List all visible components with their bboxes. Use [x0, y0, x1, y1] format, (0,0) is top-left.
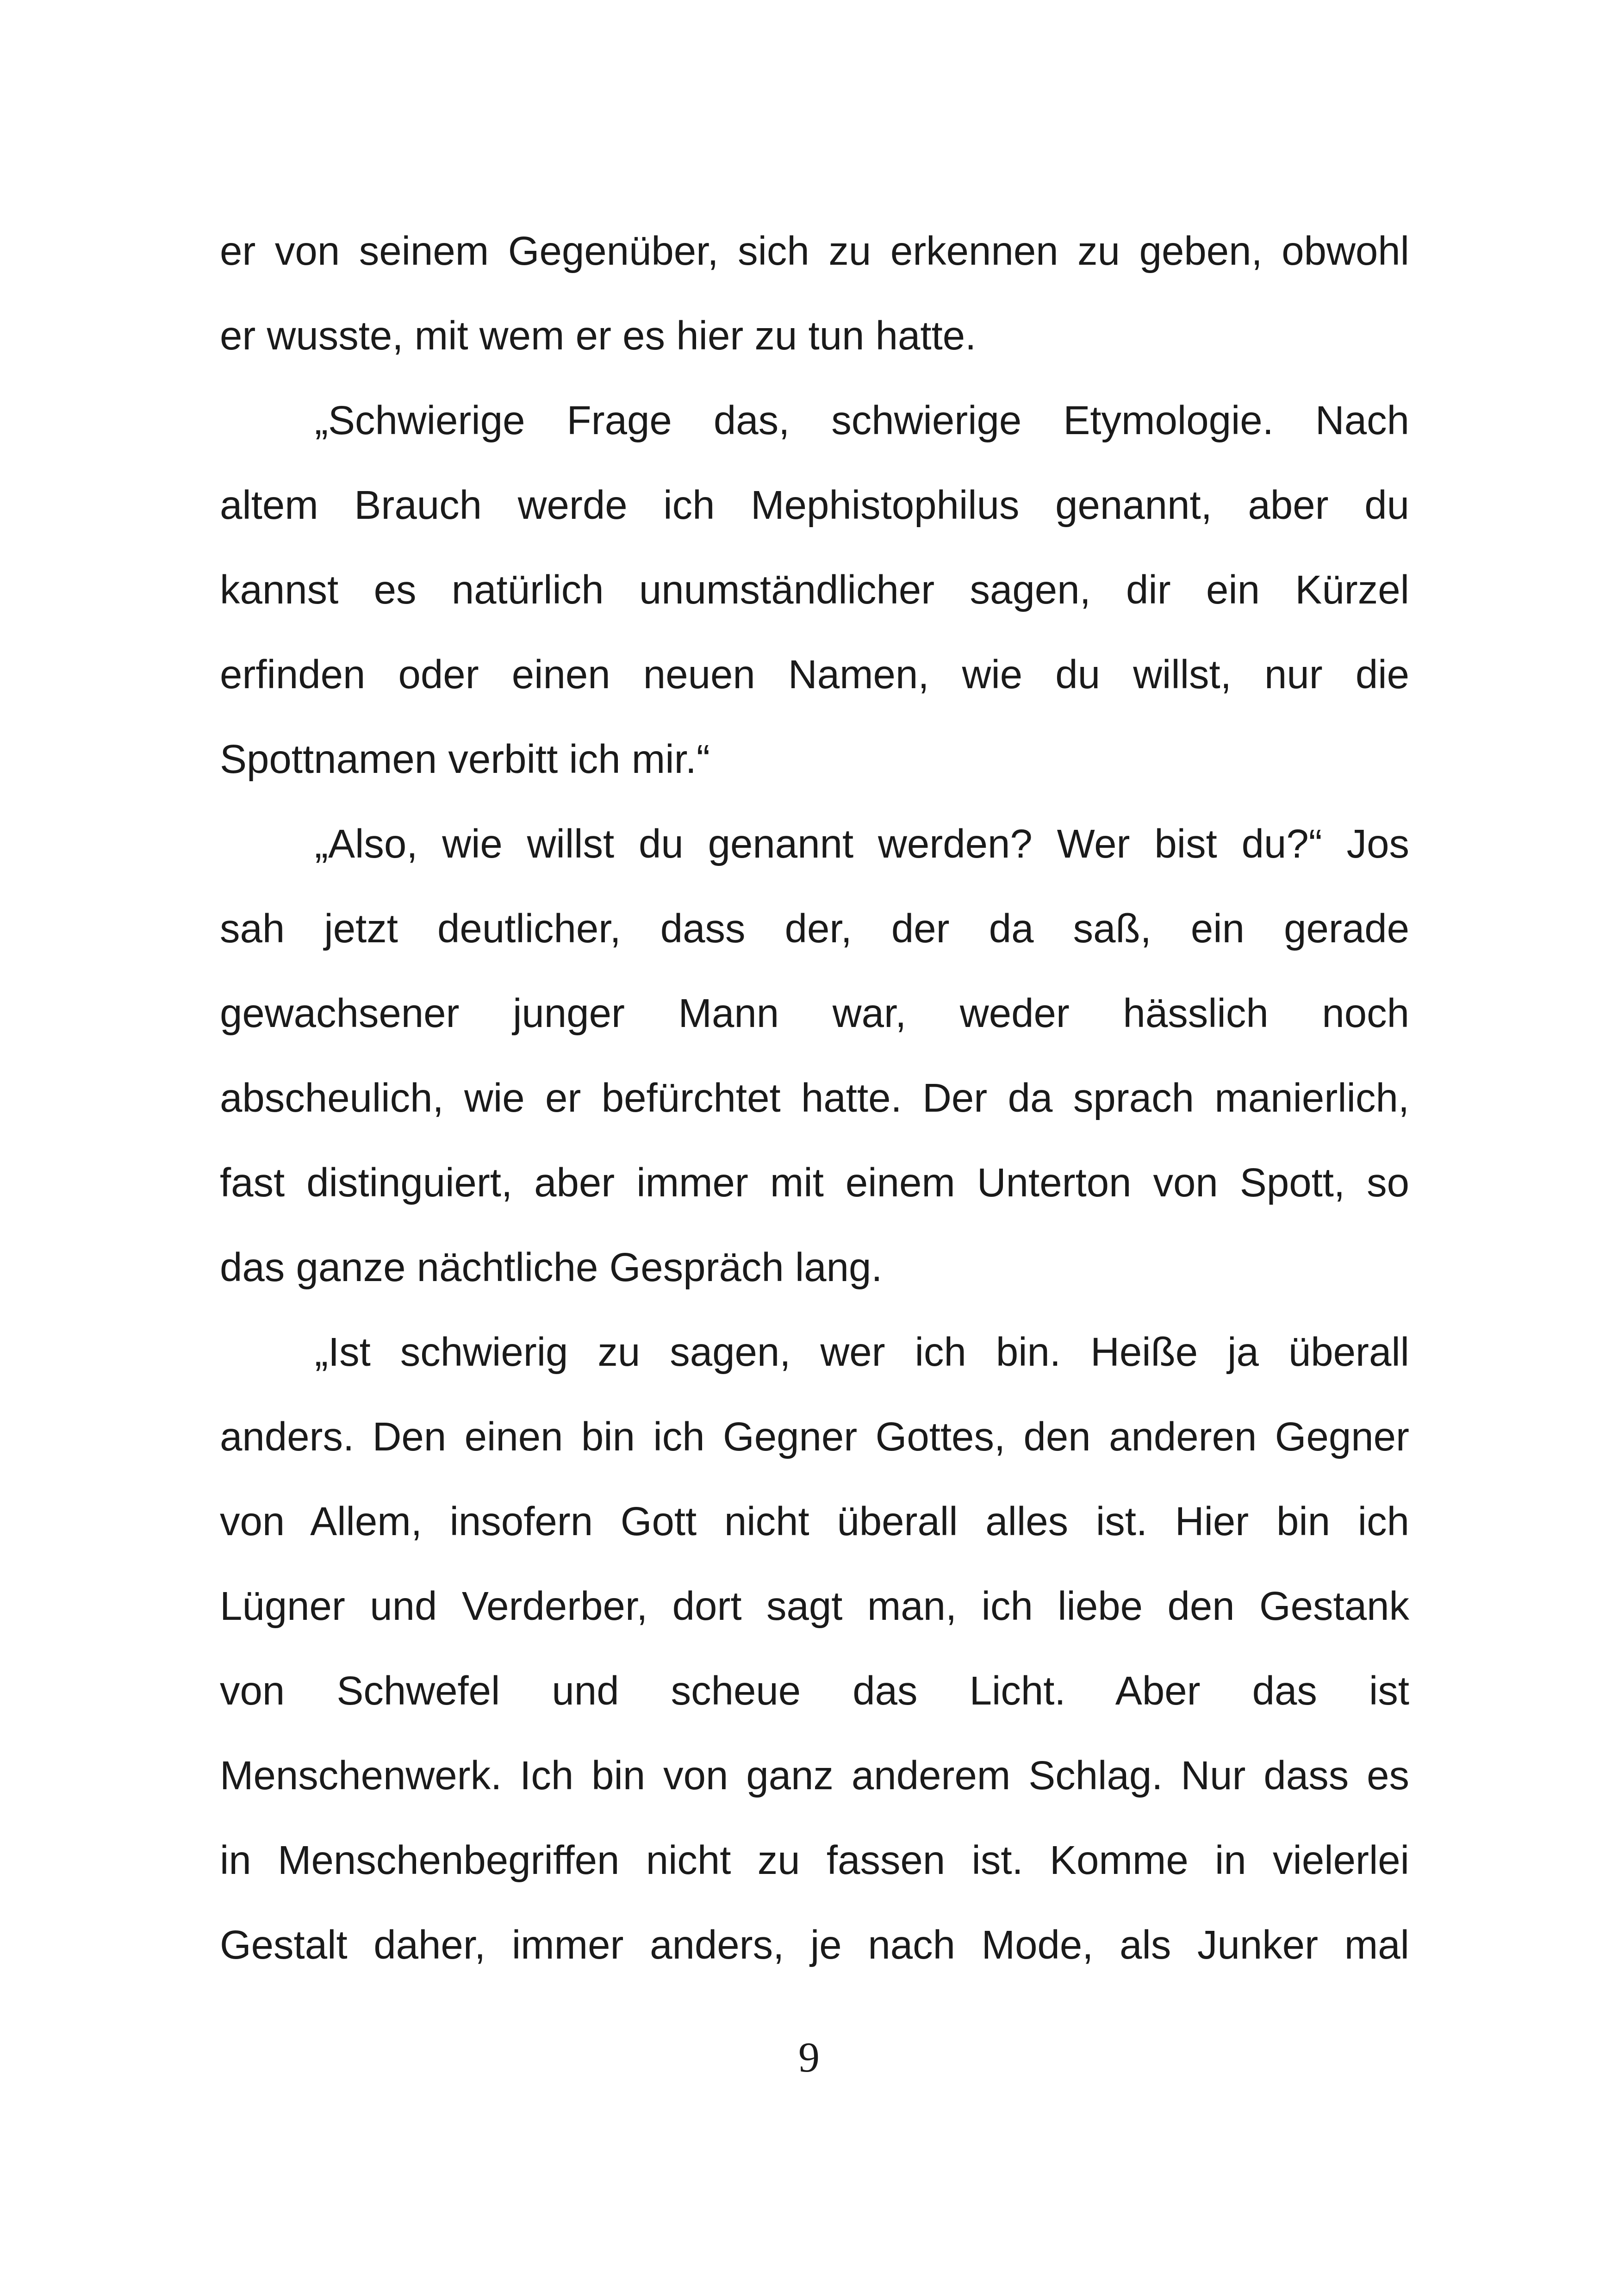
text-line: gewachsener junger Mann war, weder hässlich noch [220, 991, 1409, 1036]
text-line: das ganze nächtliche Gespräch lang. [220, 1245, 883, 1290]
text-line: anders. Den einen bin ich Gegner Gottes, den anderen Gegner [220, 1414, 1409, 1459]
text-line: abscheulich, wie er befürchtet hatte. Der da sprach manierlich, [220, 1076, 1409, 1120]
text-line: er wusste, mit wem er es hier zu tun hatte. [220, 313, 977, 358]
text-line: von Allem, insofern Gott nicht überall alles ist. Hier bin ich [220, 1499, 1409, 1544]
text-line: Spottnamen verbitt ich mir.“ [220, 737, 710, 782]
text-line: er von seinem Gegenüber, sich zu erkennen zu geben, obwohl [220, 229, 1409, 274]
text-line: „Also, wie willst du genannt werden? Wer bist du?“ Jos [315, 821, 1409, 866]
text-line: „Ist schwierig zu sagen, wer ich bin. Heiße ja überall [315, 1330, 1409, 1375]
text-line: „Schwierige Frage das, schwierige Etymologie. Nach [315, 398, 1409, 443]
text-line: in Menschenbegriffen nicht zu fassen ist. Komme in vielerlei [220, 1838, 1409, 1883]
text-line: Menschenwerk. Ich bin von ganz anderem Schlag. Nur dass es [220, 1753, 1409, 1798]
body-text [220, 214, 1409, 1993]
page-number: 9 [798, 2034, 820, 2081]
text-line: Gestalt daher, immer anders, je nach Mode, als Junker mal [220, 1923, 1409, 1967]
text-line: sah jetzt deutlicher, dass der, der da saß, ein gerade [220, 906, 1409, 951]
text-line: erfinden oder einen neuen Namen, wie du willst, nur die [220, 652, 1409, 697]
text-line: Lügner und Verderber, dort sagt man, ich liebe den Gestank [220, 1584, 1409, 1629]
text-line: kannst es natürlich unumständlicher sagen, dir ein Kürzel [220, 567, 1409, 612]
text-line: altem Brauch werde ich Mephistophilus genannt, aber du [220, 483, 1409, 528]
text-line: fast distinguiert, aber immer mit einem Unterton von Spott, so [220, 1160, 1409, 1205]
text-line: von Schwefel und scheue das Licht. Aber das ist [220, 1668, 1409, 1713]
